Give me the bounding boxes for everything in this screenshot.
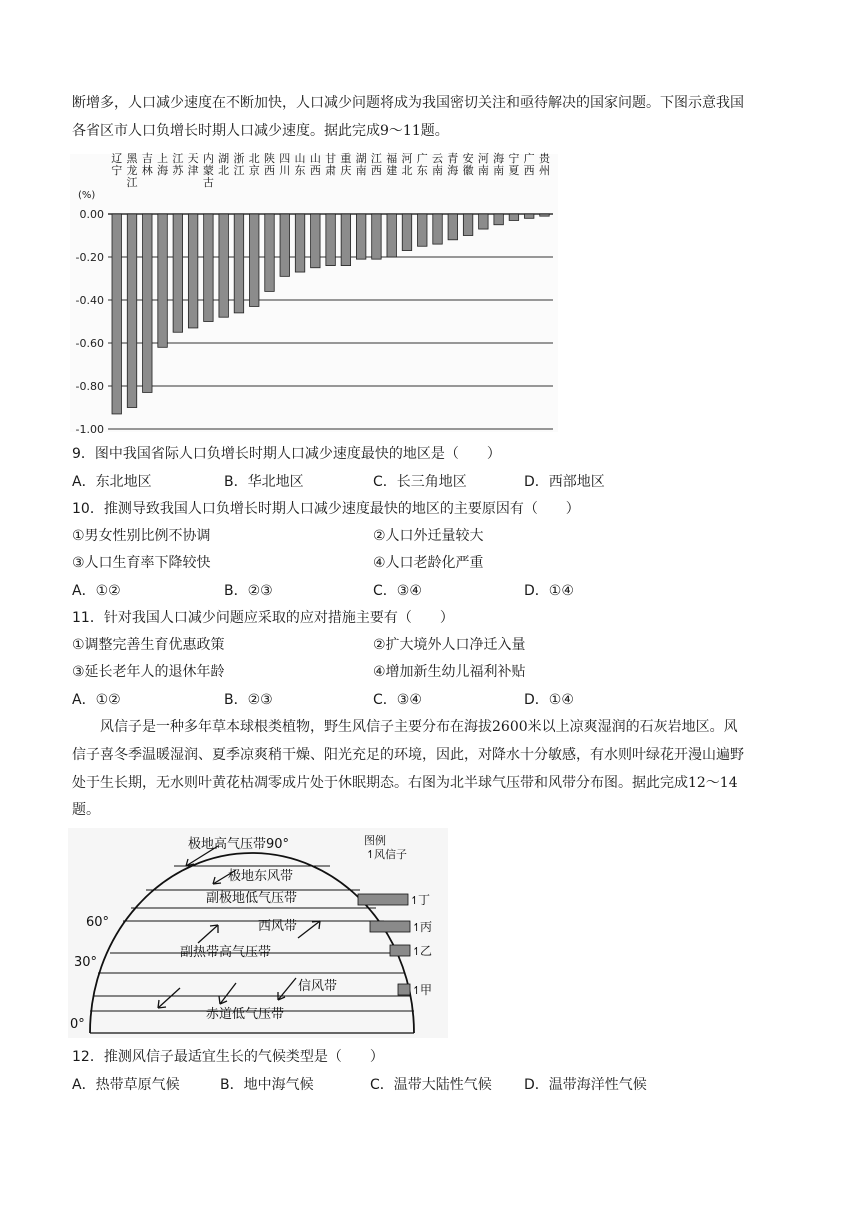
category-label: 天津 (187, 152, 199, 177)
bar (372, 214, 381, 259)
category-label: 浙江 (233, 152, 245, 177)
category-label: 山西 (309, 152, 321, 177)
q11-stem: 11．针对我国人口减少问题应采取的应对措施主要有（ ） (72, 610, 454, 626)
legend-arrow-icon: ↿ (366, 848, 376, 861)
q12-option-c[interactable]: C．温带大陆性气候 (370, 1077, 492, 1093)
legend-item: 风信子 (374, 848, 407, 861)
q11-option-c[interactable]: C．③④ (373, 692, 422, 708)
legend-title: 图例 (364, 834, 386, 847)
category-label: 内蒙古 (202, 152, 214, 189)
belt-polar-high: 极地高气压带90° (188, 837, 290, 852)
q10-option-b[interactable]: B．②③ (224, 583, 273, 599)
y-tick-label: -0.20 (75, 251, 104, 264)
bar (280, 214, 289, 276)
bar (341, 214, 350, 266)
bar (188, 214, 197, 328)
bar (463, 214, 472, 236)
latitude-30: 30° (74, 955, 98, 970)
q12-option-a[interactable]: A．热带草原气候 (72, 1077, 180, 1093)
y-tick-label: -0.60 (75, 337, 104, 350)
intro2-line-2: 信子喜冬季温暖湿润、夏季凉爽稍干燥、阳光充足的环境，因此，对降水十分敏感，有水则叶绿花开漫山遍野 (72, 747, 744, 763)
q10-statement-2: ②人口外迁量较大 (373, 528, 484, 544)
category-label: 海南 (493, 152, 505, 177)
q9-option-b[interactable]: B．华北地区 (224, 474, 304, 490)
unit-label: (%) (78, 190, 96, 201)
belt-subpolar-low: 副极地低气压带 (206, 891, 298, 906)
q9-stem: 9．图中我国省际人口负增长时期人口减少速度最快的地区是（ ） (72, 446, 501, 462)
bar (265, 214, 274, 291)
bar (387, 214, 396, 257)
q10-statement-4: ④人口老龄化严重 (373, 555, 484, 571)
latitude-0: 0° (70, 1017, 85, 1032)
q11-statement-3: ③延长老年人的退休年龄 (72, 664, 225, 680)
q12-option-b[interactable]: B．地中海气候 (220, 1077, 314, 1093)
y-tick-label: 0.00 (79, 208, 104, 221)
y-tick-label: -1.00 (75, 423, 104, 436)
category-label: 上海 (157, 152, 169, 177)
belt-equatorial-low: 赤道低气压带 (206, 1007, 285, 1022)
q10-stem: 10．推测导致我国人口负增长时期人口减少速度最快的地区的主要原因有（ ） (72, 501, 580, 517)
intro2-line-3: 处于生长期，无水则叶黄花枯凋零成片处于休眠期态。右图为北半球气压带和风带分布图。据此完成12～14 (72, 775, 738, 791)
y-tick-label: -0.40 (75, 294, 104, 307)
q10-statement-3: ③人口生育率下降较快 (72, 555, 211, 571)
q11-option-b[interactable]: B．②③ (224, 692, 273, 708)
q10-statement-1: ①男女性别比例不协调 (72, 528, 211, 544)
bar (112, 214, 121, 414)
hyacinth-bar-label: 甲 (420, 983, 433, 997)
hyacinth-bar-label: 丁 (418, 893, 431, 907)
bar (494, 214, 503, 225)
category-label: 宁夏 (508, 152, 520, 177)
bar (127, 214, 136, 408)
belt-subtropical-high: 副热带高气压带 (180, 945, 272, 960)
hyacinth-bar (398, 984, 410, 995)
bar (402, 214, 411, 251)
category-label: 山东 (294, 152, 306, 177)
hyacinth-arrow-icon: ↿ (412, 984, 422, 997)
bar (143, 214, 152, 392)
q11-statement-2: ②扩大境外人口净迁入量 (373, 637, 526, 653)
q10-option-a[interactable]: A．①② (72, 583, 121, 599)
category-label: 辽宁 (111, 152, 123, 177)
bar (311, 214, 320, 268)
category-label: 河北 (401, 152, 413, 177)
q11-statement-1: ①调整完善生育优惠政策 (72, 637, 225, 653)
population-decline-chart (68, 148, 568, 438)
intro2-line-4: 题。 (72, 802, 100, 818)
category-label: 重庆 (340, 152, 352, 177)
hyacinth-bar (358, 894, 408, 905)
q9-option-a[interactable]: A．东北地区 (72, 474, 152, 490)
q9-option-d[interactable]: D．西部地区 (524, 474, 605, 490)
bar (524, 214, 533, 218)
belt-westerlies: 西风带 (258, 919, 298, 934)
category-label: 青海 (447, 152, 459, 177)
q9-option-c[interactable]: C．长三角地区 (373, 474, 467, 490)
bar (295, 214, 304, 272)
q11-statement-4: ④增加新生幼儿福利补贴 (373, 664, 526, 680)
hyacinth-arrow-icon: ↿ (412, 945, 422, 958)
bar (418, 214, 427, 246)
q10-option-c[interactable]: C．③④ (373, 583, 422, 599)
category-label: 贵州 (538, 152, 550, 177)
intro-line-1: 断增多，人口减少速度在不断加快，人口减少问题将成为我国密切关注和亟待解决的国家问题。下图示意我国 (72, 95, 744, 111)
hyacinth-bar-label: 乙 (420, 944, 433, 958)
category-label: 广东 (416, 152, 428, 177)
hyacinth-bar (390, 945, 410, 956)
pressure-wind-belt-map (68, 828, 448, 1038)
bar (356, 214, 365, 259)
y-tick-label: -0.80 (75, 380, 104, 393)
bar (158, 214, 167, 347)
bar (448, 214, 457, 240)
category-label: 黑龙江 (126, 152, 138, 189)
bar (326, 214, 335, 266)
category-label: 福建 (386, 152, 398, 177)
category-label: 北京 (248, 152, 260, 177)
category-label: 广西 (523, 152, 535, 177)
category-label: 湖南 (355, 152, 367, 177)
belt-polar-easterlies: 极地东风带 (228, 869, 294, 884)
belt-trade-winds: 信风带 (298, 979, 338, 994)
q11-option-a[interactable]: A．①② (72, 692, 121, 708)
category-label: 云南 (432, 152, 444, 177)
category-label: 河南 (477, 152, 489, 177)
bar (173, 214, 182, 332)
intro2-line-1: 风信子是一种多年草本球根类植物，野生风信子主要分布在海拔2600米以上凉爽湿润的石灰岩地区。风 (100, 719, 738, 735)
category-label: 四川 (279, 152, 291, 177)
bar (479, 214, 488, 229)
q11-option-d[interactable]: D．①④ (524, 692, 574, 708)
hyacinth-arrow-icon: ↿ (410, 894, 420, 907)
bar (219, 214, 228, 317)
hyacinth-bar-label: 丙 (420, 920, 433, 934)
bar (234, 214, 243, 313)
bar (249, 214, 258, 306)
category-label: 吉林 (141, 152, 153, 177)
bar (540, 214, 549, 216)
bar (204, 214, 213, 322)
q12-option-d[interactable]: D．温带海洋性气候 (524, 1077, 647, 1093)
hyacinth-arrow-icon: ↿ (412, 921, 422, 934)
category-label: 甘肃 (325, 152, 337, 177)
hyacinth-bar (370, 921, 410, 932)
category-label: 安徽 (462, 152, 474, 177)
q12-stem: 12．推测风信子最适宜生长的气候类型是（ ） (72, 1049, 384, 1065)
category-label: 江西 (370, 152, 382, 177)
category-label: 湖北 (218, 152, 230, 177)
q10-option-d[interactable]: D．①④ (524, 583, 574, 599)
bar (509, 214, 518, 220)
category-label: 陕西 (263, 152, 275, 177)
intro-line-2: 各省区市人口负增长时期人口减少速度。据此完成9～11题。 (72, 123, 449, 139)
category-label: 江苏 (172, 152, 184, 177)
bar (433, 214, 442, 244)
latitude-60: 60° (86, 915, 110, 930)
